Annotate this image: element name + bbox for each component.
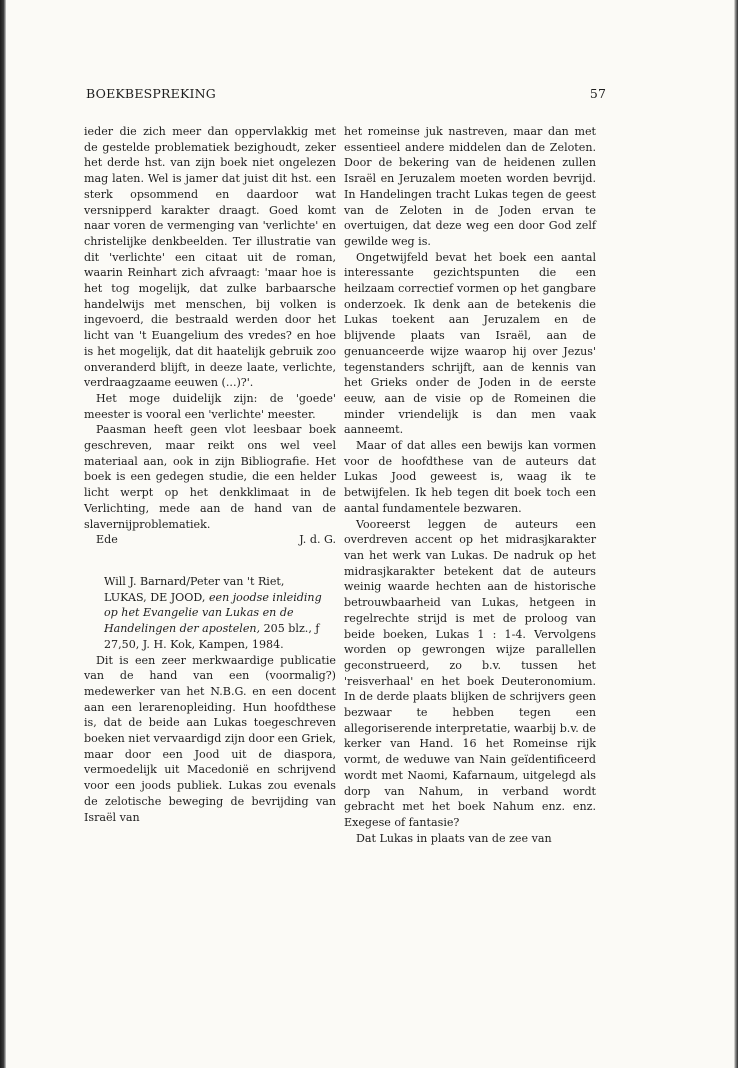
right-column <box>344 124 596 846</box>
paragraph: Dat Lukas in plaats van de zee van <box>356 831 552 845</box>
book-subtitle: een joodse inleiding op het Evangelie van Lukas en de Handelingen der apostelen, <box>104 590 322 636</box>
paragraph: Ongetwijfeld bevat het boek een aantal interessante gezichtspunten die een heilzaam correctief vormen op het gangbare onderzoek. Ik denk aan de betekenis die Lukas toekent aan Jeruzalem en de blijvende plaats van Israël, aan de genuanceerde wijze waarop hij over Jezus' tegenstanders schrijft, aan de kennis van het Grieks onder de Joden in de eerste eeuw, aan de visie op de Romeinen die minder vriendelijk is dan men vaak aanneemt. <box>344 250 596 437</box>
book-authors: Will J. Barnard/Peter van 't Riet, <box>104 574 285 588</box>
signature-initials: J. d. G. <box>299 533 336 547</box>
page-number: 57 <box>589 86 606 101</box>
reviewer-signature <box>84 532 336 548</box>
signature-place: Ede <box>96 533 118 547</box>
paragraph: Het moge duidelijk zijn: de 'goede' meester is vooral een 'verlichte' meester. <box>84 391 336 421</box>
paragraph: Paasman heeft geen vlot leesbaar boek geschreven, maar reikt ons wel veel materiaal aan, ook in zijn Bibliografie. Het boek is een gedegen studie, die een helder licht werpt op het denkklimaat in de Verlichting, mede aan de hand van de slavernijproblematiek. <box>84 423 336 531</box>
paragraph: Vooreerst leggen de auteurs een overdreven accent op het midrasjkarakter van het werk van Lukas. De nadruk op het midrasjkarakter betekent dat de auteurs weinig waarde hechten aan de historische betrouwbaarheid van Lukas, hetgeen in regelrechte strijd is met de proloog van beide boeken, Lukas 1 : 1-4. Vervolgens worden op gewrongen wijze parallellen geconstrueerd, zo b.v. tussen het 'reisverhaal' en het boek Deuteronomium. In de derde plaats blijken de schrijvers geen bezwaar te hebben tegen een allegoriserende interpretatie, waarbij b.v. de kerker van Hand. 16 het Romeinse rijk vormt, de weduwe van Nain geïdentificeerd wordt met Naomi, Kafarnaum, uitgelegd als dorp van Nahum, in verband wordt gebracht met het boek Nahum enz. enz. Exegese of fantasie? <box>344 517 596 829</box>
book-title: LUKAS, DE JOOD, <box>104 590 206 604</box>
scan-right-edge <box>734 0 738 1068</box>
paragraph: Maar of dat alles een bewijs kan vormen voor de hoofdthese van de auteurs dat Lukas Jood geweest is, waag ik te betwijfelen. Ik heb tegen dit boek toch een aantal fundamentele bezwaren. <box>344 439 596 515</box>
running-title: BOEKBESPREKING <box>86 86 216 101</box>
paragraph: ieder die zich meer dan oppervlakkig met de gestelde problematiek bezighoudt, zeker het derde hst. van zijn boek niet ongelezen mag laten. Wel is jamer dat juist dit hst. een sterk opsommend en daardoor wat versnipperd karakter draagt. Goed komt naar voren de vermenging van 'verlichte' en christelijke denkbeelden. Ter illustratie van dit 'verlichte' een citaat uit de roman, waarin Reinhart zich afvraagt: 'maar hoe is het tog mogelijk, dat zulke barbaarsche handelwijs met menschen, bij volken is ingevoerd, die bestraald werden door het licht van 't Euangelium des vredes? en hoe is het mogelijk, dat dit haatelijk gebruik zoo onveranderd blijft, in deeze laate, verlichte, verdraagzaame eeuwen (...)?'. <box>84 125 336 390</box>
left-column <box>84 124 336 825</box>
paragraph: het romeinse juk nastreven, maar dan met essentieel andere middelen dan de Zeloten. Door de bekering van de heidenen zullen Israël en Jeruzalem moeten worden bevrijd. In Handelingen tracht Lukas tegen de geest van de Zeloten in de Joden ervan te overtuigen, dat deze weg een door God zelf gewilde weg is. <box>344 125 596 248</box>
book-citation-body <box>104 590 336 653</box>
book-details: 205 blz., ƒ 27,50, J. H. Kok, Kampen, 1984. <box>104 622 320 651</box>
book-citation <box>84 574 336 653</box>
book-page <box>6 0 734 1068</box>
paragraph: Dit is een zeer merkwaardige publicatie van de hand van een (voormalig?) medewerker van het N.B.G. en een docent aan een lerarenopleiding. Hun hoofdthese is, dat de beide aan Lukas toegeschreven boeken niet vervaardigd zijn door een Griek, maar door een Jood uit de diaspora, vermoedelijk uit Macedonië en schrijvend voor een joods publiek. Lukas zou evenals de zelotische beweging de bevrijding van Israël van <box>84 653 336 824</box>
